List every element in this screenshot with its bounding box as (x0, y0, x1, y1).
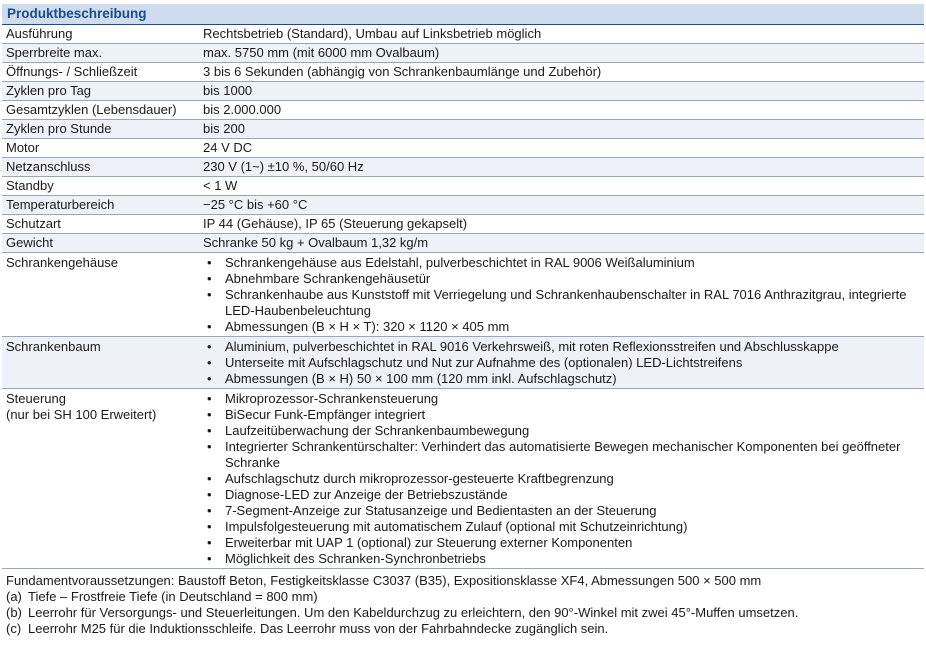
list-item: • Impulsfolgesteuerung mit automatischem Zulauf (optional mit Schutzeinrichtung) (203, 519, 920, 535)
table-row (2, 82, 924, 101)
list-item: • Laufzeitüberwachung der Schrankenbaumbewegung (203, 423, 920, 439)
list-item: • BiSecur Funk-Empfänger integriert (203, 407, 920, 423)
row-value: IP 44 (Gehäuse), IP 65 (Steuerung gekapselt) (197, 215, 924, 234)
row-label: Schutzart (2, 215, 197, 234)
row-value: max. 5750 mm (mit 6000 mm Ovalbaum) (197, 44, 924, 63)
housing-bullet-list (203, 255, 920, 335)
list-item: • Abmessungen (B × H × T): 320 × 1120 × 405 mm (203, 319, 920, 335)
list-item: • Schrankengehäuse aus Edelstahl, pulverbeschichtet in RAL 9006 Weißaluminium (203, 255, 920, 271)
row-label-cell (2, 389, 197, 569)
list-item: • Diagnose-LED zur Anzeige der Betriebszustände (203, 487, 920, 503)
row-value-list-cell (197, 389, 924, 569)
footnote-mark: (c) (6, 621, 22, 636)
list-item: • Mikroprozessor-Schrankensteuerung (203, 391, 920, 407)
row-label: Zyklen pro Tag (2, 82, 197, 101)
row-value: 230 V (1~) ±10 %, 50/60 Hz (197, 158, 924, 177)
row-label: Öffnungs- / Schließzeit (2, 63, 197, 82)
footnote-a (6, 589, 926, 605)
row-value: bis 200 (197, 120, 924, 139)
row-label: Netzanschluss (2, 158, 197, 177)
spec-table-header (2, 4, 924, 25)
row-value-list-cell (197, 337, 924, 389)
row-label: Steuerung (6, 391, 66, 406)
list-item: • Abnehmbare Schrankengehäusetür (203, 271, 920, 287)
row-sublabel: (nur bei SH 100 Erweitert) (6, 407, 157, 422)
row-value: < 1 W (197, 177, 924, 196)
list-item: • Aufschlagschutz durch mikroprozessor-gesteuerte Kraftbegrenzung (203, 471, 920, 487)
section-title: Produktbeschreibung (2, 4, 924, 25)
table-row (2, 44, 924, 63)
row-label: Sperrbreite max. (2, 44, 197, 63)
table-row-control (2, 389, 924, 569)
list-item: • Aluminium, pulverbeschichtet in RAL 9016 Verkehrsweiß, mit roten Reflexionsstreifen und Abschlusskappe (203, 339, 920, 355)
row-value: Schranke 50 kg + Ovalbaum 1,32 kg/m (197, 234, 924, 253)
foundation-requirements: Fundamentvoraussetzungen: Baustoff Beton, Festigkeitsklasse C3037 (B35), Expositionsklasse XF4, Abmessungen 500 × 500 mm (6, 573, 762, 588)
footnote-c (6, 621, 926, 637)
row-label: Ausführung (2, 25, 197, 44)
table-row (2, 63, 924, 82)
boom-bullet-list (203, 339, 920, 387)
table-row (2, 139, 924, 158)
list-item: • Möglichkeit des Schranken-Synchronbetriebs (203, 551, 920, 567)
table-row-boom (2, 337, 924, 389)
row-label: Schrankengehäuse (2, 253, 197, 337)
row-label: Schrankenbaum (2, 337, 197, 389)
row-label: Motor (2, 139, 197, 158)
row-value: 24 V DC (197, 139, 924, 158)
row-label: Zyklen pro Stunde (2, 120, 197, 139)
row-label: Gewicht (2, 234, 197, 253)
row-value-list-cell (197, 253, 924, 337)
footnotes (6, 573, 926, 637)
row-value: bis 2.000.000 (197, 101, 924, 120)
table-row (2, 158, 924, 177)
row-label: Temperaturbereich (2, 196, 197, 215)
row-value: 3 bis 6 Sekunden (abhängig von Schrankenbaumlänge und Zubehör) (197, 63, 924, 82)
list-item: • Erweiterbar mit UAP 1 (optional) zur Steuerung externer Komponenten (203, 535, 920, 551)
spec-table (2, 4, 924, 569)
table-row (2, 120, 924, 139)
row-label: Standby (2, 177, 197, 196)
list-item: • Integrierter Schrankentürschalter: Verhindert das automatisierte Bewegen mechanischer Komponenten bei geöffneter Schranke (203, 439, 920, 471)
table-row (2, 215, 924, 234)
row-value: −25 °C bis +60 °C (197, 196, 924, 215)
footnote-text: Tiefe – Frostfreie Tiefe (in Deutschland = 800 mm) (28, 589, 318, 604)
footnote-mark: (a) (6, 589, 22, 604)
row-label: Gesamtzyklen (Lebensdauer) (2, 101, 197, 120)
footnote-text: Leerrohr M25 für die Induktionsschleife. Das Leerrohr muss von der Fahrbahndecke zugänglich sein. (28, 621, 609, 636)
footnote-b (6, 605, 926, 621)
row-value: bis 1000 (197, 82, 924, 101)
row-value: Rechtsbetrieb (Standard), Umbau auf Linksbetrieb möglich (197, 25, 924, 44)
list-item: • Schrankenhaube aus Kunststoff mit Verriegelung und Schrankenhaubenschalter in RAL 7016 Anthrazitgrau, integrierte LED-Haubenbeleuchtung (203, 287, 920, 319)
table-row-housing (2, 253, 924, 337)
table-row (2, 196, 924, 215)
table-row (2, 25, 924, 44)
list-item: • Unterseite mit Aufschlagschutz und Nut zur Aufnahme des (optionalen) LED-Lichtstreifens (203, 355, 920, 371)
footnote-text: Leerrohr für Versorgungs- und Steuerleitungen. Um den Kabeldurchzug zu erleichtern, den 90°-Winkel mit zwei 45°-Muffen umsetzen. (28, 605, 799, 620)
list-item: • 7-Segment-Anzeige zur Statusanzeige und Bedientasten an der Steuerung (203, 503, 920, 519)
list-item: • Abmessungen (B × H) 50 × 100 mm (120 mm inkl. Aufschlagschutz) (203, 371, 920, 387)
table-row (2, 234, 924, 253)
footnote-mark: (b) (6, 605, 22, 620)
control-bullet-list (203, 391, 920, 567)
table-row (2, 177, 924, 196)
table-row (2, 101, 924, 120)
